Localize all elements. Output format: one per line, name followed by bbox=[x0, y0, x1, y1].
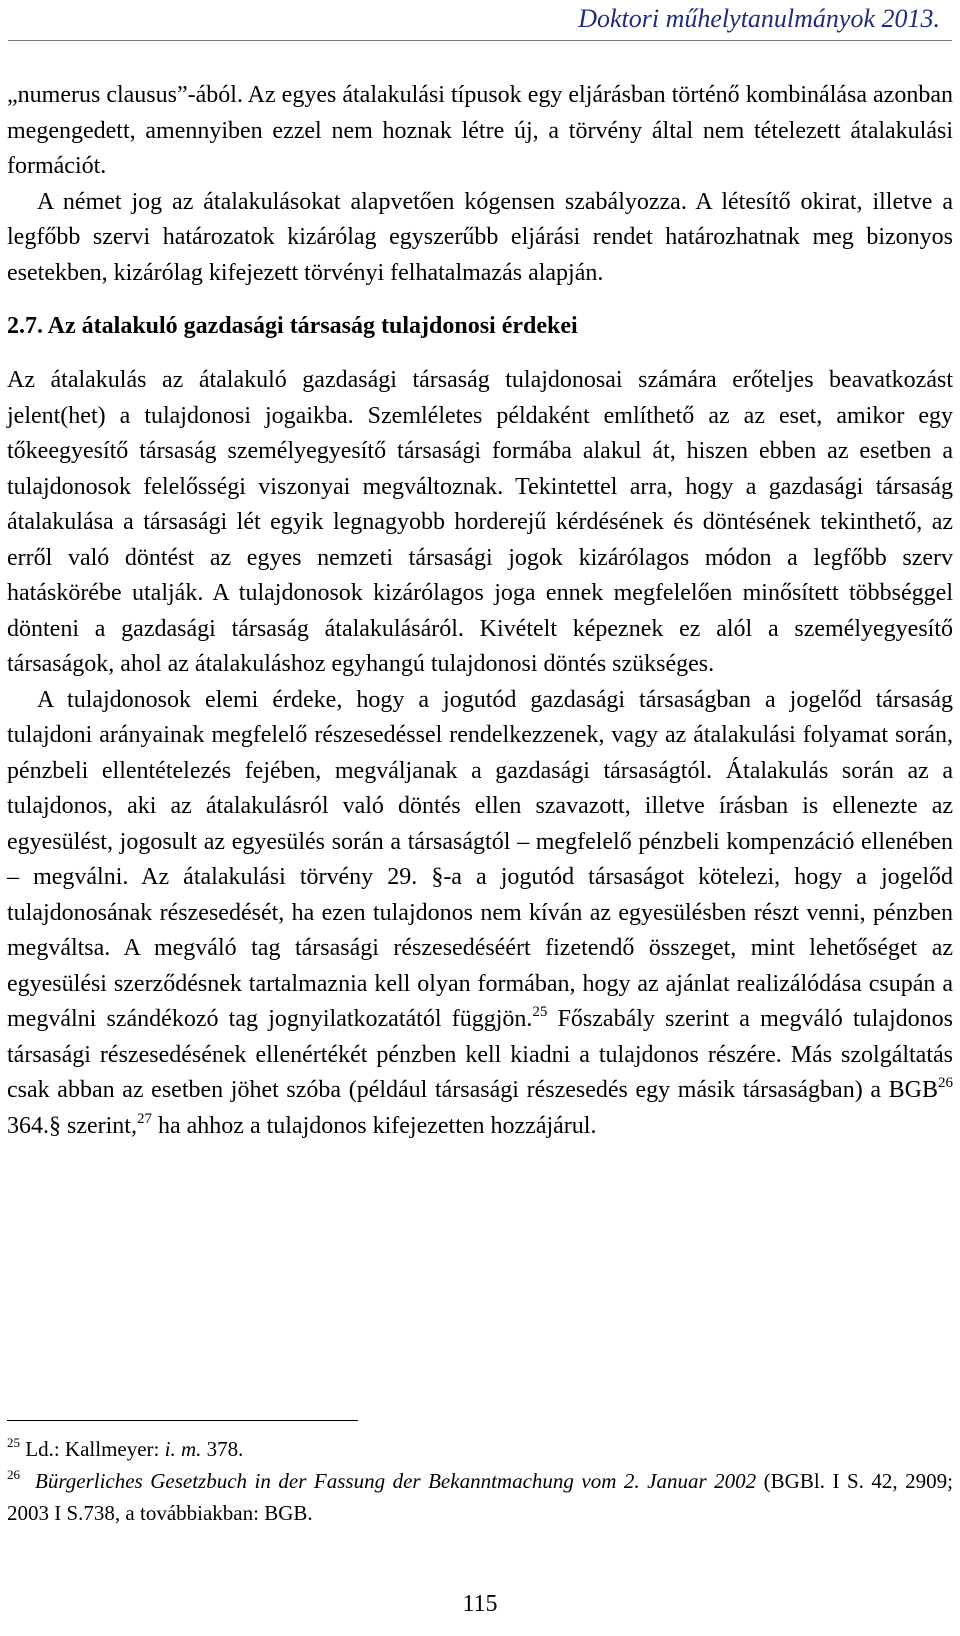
paragraph-text: Főszabály szerint a megváló tulajdonos társasági részesedésének ellenértékét pénzben kell kiadni a tulajdonos részére. Más szolgáltatás csak abban az esetben jöhet szóba (például társasági részesedés egy másik társaságban) a BGB bbox=[7, 1006, 953, 1103]
footnote-ref-27[interactable]: 27 bbox=[136, 1110, 152, 1127]
paragraph-german-law: A német jog az átalakulásokat alapvetően kógensen szabályozza. A létesítő okirat, illetve a legfőbb szervi határozatok kizárólag egyszerűbb eljárási rendet határozhatnak meg bizonyos esetekben, kizárólag kifejezett törvényi felhatalmazás alapján. bbox=[7, 188, 953, 286]
paragraph-text: 364.§ szerint, bbox=[7, 1112, 137, 1139]
footnote-divider bbox=[7, 1420, 358, 1421]
footnote-italic: i. m. bbox=[164, 1437, 202, 1461]
footnote-25 bbox=[7, 1433, 953, 1465]
footnote-number: 26 bbox=[7, 1467, 20, 1482]
footnote-text: (BGBl. I S. 42, 2909; 2003 I S.738, a továbbiakban: BGB. bbox=[7, 1469, 953, 1525]
footnote-text: Ld.: Kallmeyer: bbox=[20, 1437, 165, 1461]
paragraph-owner-rights: Az átalakulás az átalakuló gazdasági társaság tulajdonosai számára erőteljes beavatkozást jelent(het) a tulajdonosi jogaikba. Szemléletes példaként említhető az az eset, amikor egy tőkeegyesítő társaság személyegyesítő társasági formába alakul át, hiszen ebben az esetben a tulajdonosok felelősségi viszonyai megváltoznak. Tekintettel arra, hogy a gazdasági társaság átalakulása a társasági lét egyik legnagyobb horderejű kérdésének és döntésének tekinthető, az erről való döntést az egyes nemzeti társasági jogok kizárólagos módon a legfőbb szerv hatáskörébe utalják. A tulajdonosok kizárólagos joga ennek megfelelően minősített többséggel dönteni a gazdasági társaság átalakulásáról. Kivételt képeznek ez alól a személyegyesítő társaságok, ahol az átalakuláshoz egyhangú tulajdonosi döntés szükséges. bbox=[7, 367, 953, 677]
paragraph-text: A tulajdonosok elemi érdeke, hogy a jogutód gazdasági társaságban a jogelőd társaság tulajdoni arányainak megfelelő részesedéssel rendelkezzenek, vagy az átalakulási folyamat során, pénzbeli ellentételezés fejében, megváljanak a gazdasági társaságtól. Átalakulás során az a tulajdonos, aki az átalakulásról való döntés ellen szavazott, illetve írásban is ellenezte az egyesülést, jogosult az egyesülés során a társaságtól – megfelelő pénzbeli kompenzáció ellenében – megválni. Az átalakulási törvény 29. §-a a jogutód társaságot kötelezi, hogy a jogelőd tulajdonosának részesedését, ha ezen tulajdonos nem kíván az egyesülésben részt venni, pénzben megváltsa. A megváló tag társasági részesedéséért fizetendő összeget, mint lehetőséget az egyesülési szerződésnek tartalmaznia kell olyan formában, hogy az ajánlat realizálódása csupán a megválni szándékozó tag jognyilatkozatától függjön. bbox=[7, 686, 953, 1032]
page-number: 115 bbox=[462, 1591, 498, 1617]
section-heading: 2.7. Az átalakuló gazdasági társaság tulajdonosi érdekei bbox=[7, 313, 578, 339]
footnote-ref-25[interactable]: 25 bbox=[532, 1004, 548, 1020]
paragraph-owner-interests bbox=[7, 683, 953, 1145]
page-body bbox=[7, 78, 953, 1144]
running-header: Doktori műhelytanulmányok 2013. bbox=[578, 4, 940, 33]
footnotes bbox=[7, 1433, 953, 1529]
paragraph-text: ha ahhoz a tulajdonos kifejezetten hozzájárul. bbox=[151, 1112, 597, 1139]
footnote-text: 378. bbox=[201, 1437, 244, 1461]
footnote-ref-26[interactable]: 26 bbox=[938, 1075, 953, 1091]
footnote-italic: Bürgerliches Gesetzbuch in der Fassung der Bekanntmachung vom 2. Januar 2002 bbox=[35, 1469, 757, 1493]
header-divider bbox=[8, 40, 952, 41]
footnote-26 bbox=[7, 1465, 953, 1529]
paragraph-numerus-clausus: „numerus clausus”-ából. Az egyes átalakulási típusok egy eljárásban történő kombinálása azonban megengedett, amennyiben ezzel nem hoznak létre új, a törvény által nem tételezett átalakulási formációt. bbox=[7, 82, 953, 179]
footnote-number: 25 bbox=[7, 1435, 20, 1450]
